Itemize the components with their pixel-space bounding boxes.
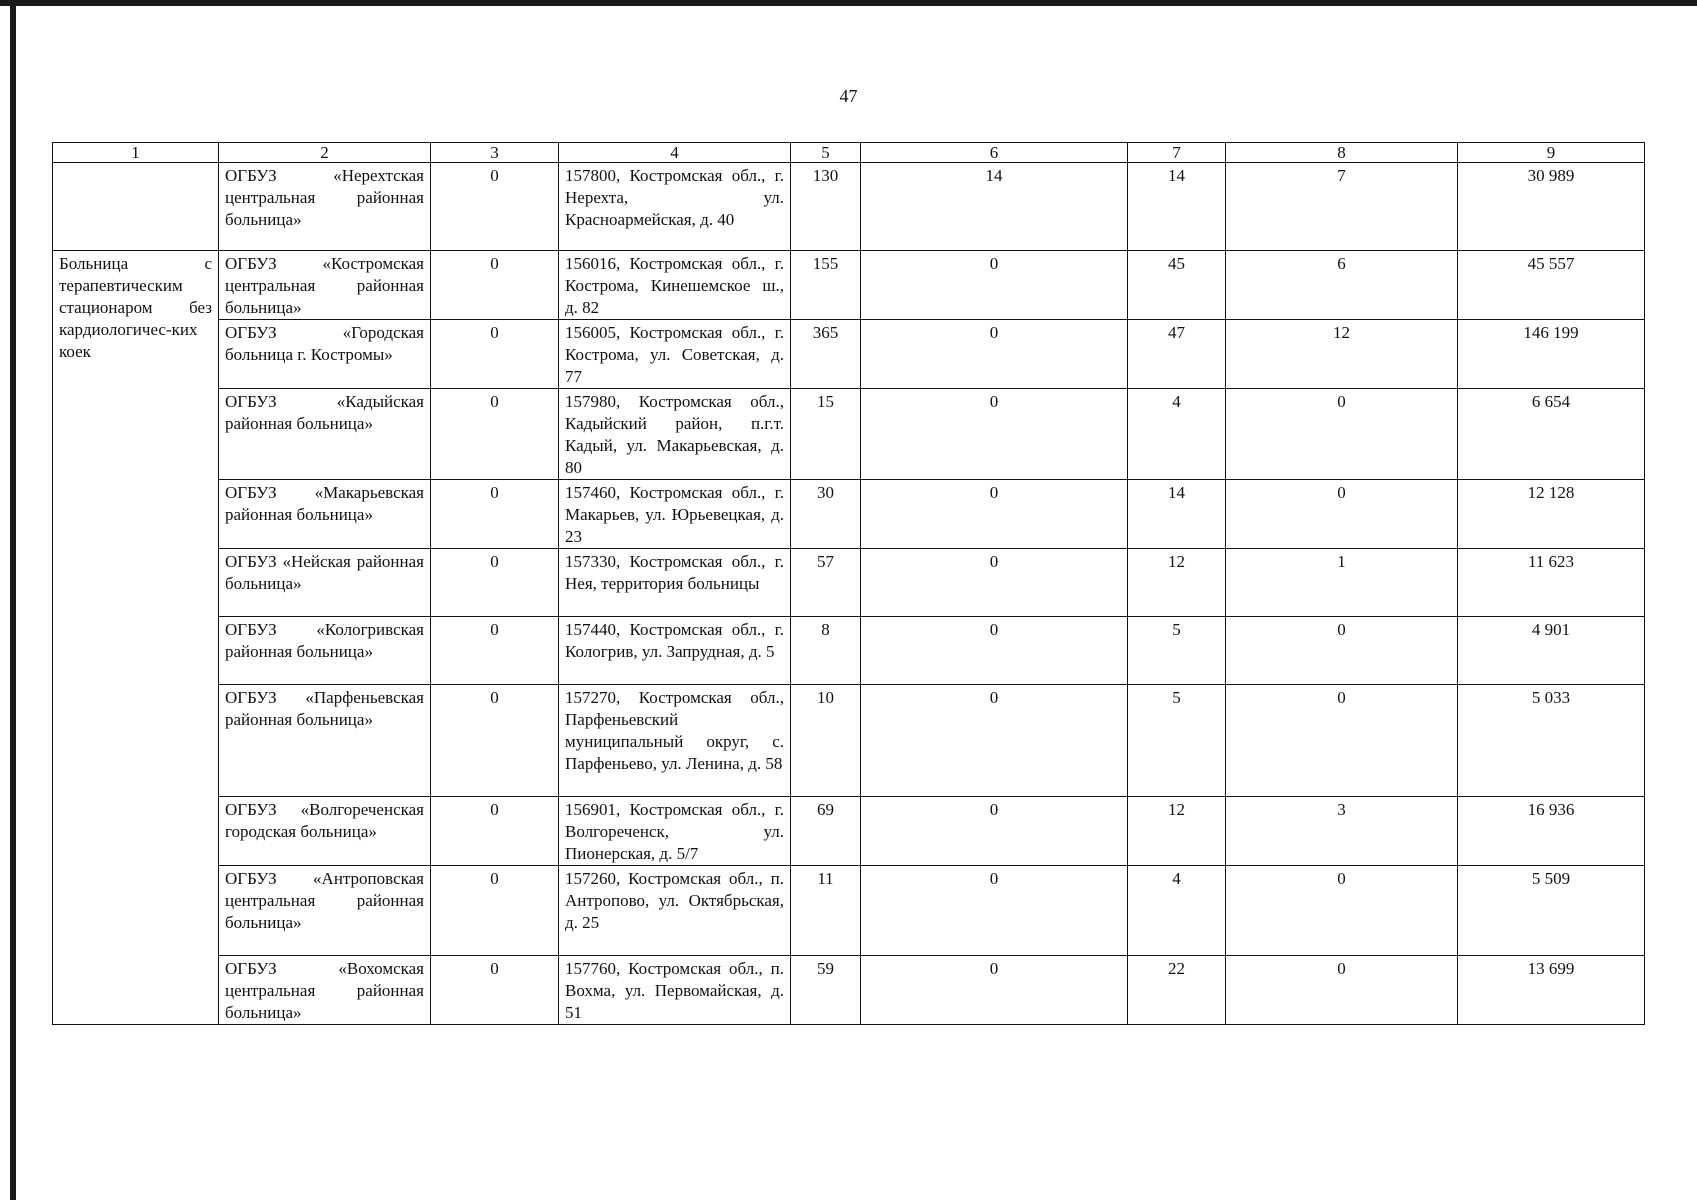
col6-value: 0	[861, 251, 1128, 320]
col5-value: 30	[791, 480, 861, 549]
col7-value: 22	[1128, 956, 1226, 1025]
col7-value: 4	[1128, 866, 1226, 956]
col6-value: 0	[861, 389, 1128, 480]
col5-value: 11	[791, 866, 861, 956]
org-name: ОГБУЗ «Городская больница г. Костромы»	[219, 320, 431, 389]
col7-value: 14	[1128, 163, 1226, 251]
address: 156005, Костромская обл., г. Кострома, ул. Советская, д. 77	[559, 320, 791, 389]
col6-value: 0	[861, 866, 1128, 956]
col9-value: 11 623	[1458, 549, 1645, 617]
col8-value: 0	[1226, 617, 1458, 685]
col7-value: 14	[1128, 480, 1226, 549]
table-row	[53, 956, 1645, 1025]
table-row	[53, 480, 1645, 549]
col3-value: 0	[431, 251, 559, 320]
org-name: ОГБУЗ «Нерехтская центральная районная больница»	[219, 163, 431, 251]
address: 156016, Костромская обл., г. Кострома, Кинешемское ш., д. 82	[559, 251, 791, 320]
col3-value: 0	[431, 389, 559, 480]
col3-value: 0	[431, 163, 559, 251]
col7-value: 5	[1128, 685, 1226, 797]
col6-value: 0	[861, 685, 1128, 797]
col7-value: 4	[1128, 389, 1226, 480]
org-name: ОГБУЗ «Кадыйская районная больница»	[219, 389, 431, 480]
hospital-table	[52, 142, 1645, 1025]
col9-value: 13 699	[1458, 956, 1645, 1025]
col7-value: 12	[1128, 797, 1226, 866]
org-name: ОГБУЗ «Нейская районная больница»	[219, 549, 431, 617]
table-row	[53, 320, 1645, 389]
col9-value: 5 509	[1458, 866, 1645, 956]
col-header-9: 9	[1458, 143, 1645, 163]
col3-value: 0	[431, 480, 559, 549]
org-name: ОГБУЗ «Макарьевская районная больница»	[219, 480, 431, 549]
table-row	[53, 163, 1645, 251]
col6-value: 0	[861, 549, 1128, 617]
col3-value: 0	[431, 685, 559, 797]
address: 157260, Костромская обл., п. Антропово, ул. Октябрьская, д. 25	[559, 866, 791, 956]
col9-value: 30 989	[1458, 163, 1645, 251]
col5-value: 130	[791, 163, 861, 251]
col3-value: 0	[431, 956, 559, 1025]
col8-value: 6	[1226, 251, 1458, 320]
col5-value: 59	[791, 956, 861, 1025]
col9-value: 6 654	[1458, 389, 1645, 480]
scan-edge-left	[10, 0, 16, 1200]
col5-value: 365	[791, 320, 861, 389]
header-row	[53, 143, 1645, 163]
col6-value: 0	[861, 797, 1128, 866]
col-header-3: 3	[431, 143, 559, 163]
org-name: ОГБУЗ «Вохомская центральная районная больница»	[219, 956, 431, 1025]
col9-value: 16 936	[1458, 797, 1645, 866]
page-number: 47	[839, 86, 858, 106]
org-name: ОГБУЗ «Волгореченская городская больница»	[219, 797, 431, 866]
table-row	[53, 797, 1645, 866]
address: 157460, Костромская обл., г. Макарьев, ул. Юрьевецкая, д. 23	[559, 480, 791, 549]
col8-value: 0	[1226, 480, 1458, 549]
address: 157760, Костромская обл., п. Вохма, ул. Первомайская, д. 51	[559, 956, 791, 1025]
org-name: ОГБУЗ «Кологривская районная больница»	[219, 617, 431, 685]
col7-value: 5	[1128, 617, 1226, 685]
col-header-5: 5	[791, 143, 861, 163]
col8-value: 0	[1226, 956, 1458, 1025]
col3-value: 0	[431, 866, 559, 956]
address: 156901, Костромская обл., г. Волгореченск, ул. Пионерская, д. 5/7	[559, 797, 791, 866]
col6-value: 0	[861, 617, 1128, 685]
table-row	[53, 389, 1645, 480]
org-name: ОГБУЗ «Костромская центральная районная больница»	[219, 251, 431, 320]
col5-value: 15	[791, 389, 861, 480]
col8-value: 0	[1226, 685, 1458, 797]
col8-value: 3	[1226, 797, 1458, 866]
col5-value: 155	[791, 251, 861, 320]
col6-value: 0	[861, 956, 1128, 1025]
col9-value: 45 557	[1458, 251, 1645, 320]
col9-value: 5 033	[1458, 685, 1645, 797]
col-header-6: 6	[861, 143, 1128, 163]
col7-value: 45	[1128, 251, 1226, 320]
col-header-4: 4	[559, 143, 791, 163]
col8-value: 7	[1226, 163, 1458, 251]
col6-value: 0	[861, 320, 1128, 389]
group-cell-empty	[53, 163, 219, 251]
address: 157330, Костромская обл., г. Нея, территория больницы	[559, 549, 791, 617]
org-name: ОГБУЗ «Парфеньевская районная больница»	[219, 685, 431, 797]
col3-value: 0	[431, 797, 559, 866]
col3-value: 0	[431, 617, 559, 685]
scan-edge-top	[0, 0, 1697, 6]
col7-value: 12	[1128, 549, 1226, 617]
col3-value: 0	[431, 549, 559, 617]
org-name: ОГБУЗ «Антроповская центральная районная больница»	[219, 866, 431, 956]
address: 157270, Костромская обл., Парфеньевский муниципальный округ, с. Парфеньево, ул. Ленина, д. 58	[559, 685, 791, 797]
address: 157980, Костромская обл., Кадыйский район, п.г.т. Кадый, ул. Макарьевская, д. 80	[559, 389, 791, 480]
table-row	[53, 617, 1645, 685]
col-header-1: 1	[53, 143, 219, 163]
col5-value: 10	[791, 685, 861, 797]
address: 157800, Костромская обл., г. Нерехта, ул. Красноармейская, д. 40	[559, 163, 791, 251]
col-header-8: 8	[1226, 143, 1458, 163]
col5-value: 69	[791, 797, 861, 866]
col8-value: 1	[1226, 549, 1458, 617]
col7-value: 47	[1128, 320, 1226, 389]
col5-value: 57	[791, 549, 861, 617]
table-row	[53, 549, 1645, 617]
col8-value: 0	[1226, 866, 1458, 956]
col8-value: 0	[1226, 389, 1458, 480]
col9-value: 4 901	[1458, 617, 1645, 685]
table-row	[53, 685, 1645, 797]
col-header-7: 7	[1128, 143, 1226, 163]
col9-value: 12 128	[1458, 480, 1645, 549]
table-row	[53, 866, 1645, 956]
col3-value: 0	[431, 320, 559, 389]
address: 157440, Костромская обл., г. Кологрив, ул. Запрудная, д. 5	[559, 617, 791, 685]
col-header-2: 2	[219, 143, 431, 163]
group-label: Больница с терапевтическим стационаром без кардиологичес-ких коек	[53, 251, 219, 1025]
col5-value: 8	[791, 617, 861, 685]
table-row	[53, 251, 1645, 320]
col8-value: 12	[1226, 320, 1458, 389]
col6-value: 0	[861, 480, 1128, 549]
col9-value: 146 199	[1458, 320, 1645, 389]
col6-value: 14	[861, 163, 1128, 251]
